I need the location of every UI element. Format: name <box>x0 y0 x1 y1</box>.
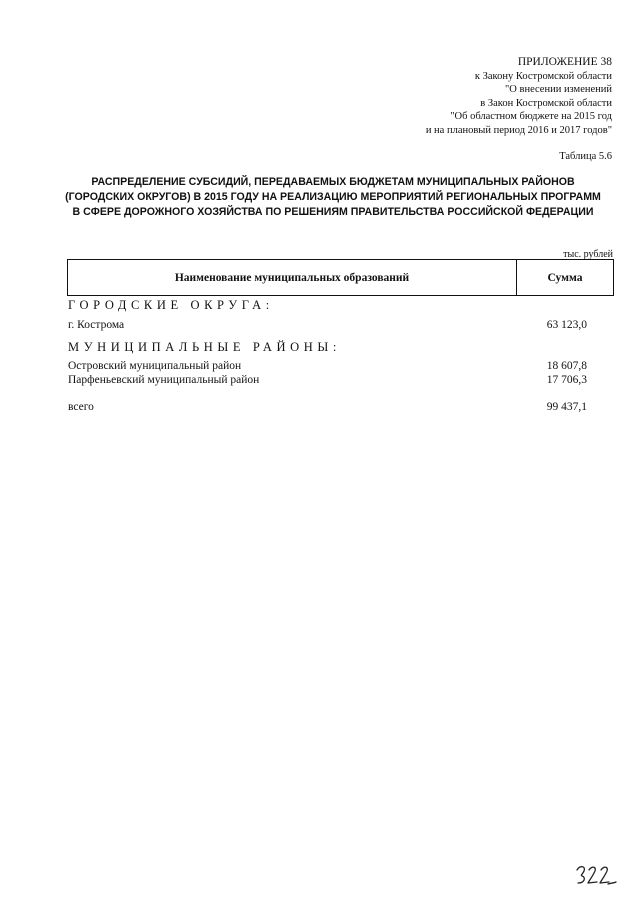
row-value: 63 123,0 <box>546 319 587 331</box>
table-row <box>68 374 587 386</box>
annex-line: и на плановый период 2016 и 2017 годов" <box>425 124 612 136</box>
total-value: 99 437,1 <box>546 401 587 413</box>
row-name: г. Кострома <box>68 319 125 331</box>
section-title-municipal-districts: МУНИЦИПАЛЬНЫЕ РАЙОНЫ: <box>68 340 341 354</box>
units-label: тыс. рублей <box>563 249 613 260</box>
handwritten-page-number <box>574 862 618 888</box>
document-title-line: В СФЕРЕ ДОРОЖНОГО ХОЗЯЙСТВА ПО РЕШЕНИЯМ ПРАВИТЕЛЬСТВА РОССИЙСКОЙ ФЕДЕРАЦИИ <box>72 205 594 218</box>
document-title <box>50 175 616 219</box>
annex-line: в Закон Костромской области <box>480 97 612 109</box>
total-label: всего <box>68 401 94 413</box>
table-number-label: Таблица 5.6 <box>559 151 612 162</box>
annex-block <box>426 56 612 138</box>
document-title-line: РАСПРЕДЕЛЕНИЕ СУБСИДИЙ, ПЕРЕДАВАЕМЫХ БЮДЖЕТАМ МУНИЦИПАЛЬНЫХ РАЙОНОВ <box>91 176 575 188</box>
header-sum-column: Сумма <box>547 271 583 284</box>
row-name: Парфеньевский муниципальный район <box>68 374 260 386</box>
row-name: Островский муниципальный район <box>68 360 242 372</box>
table-row <box>68 360 587 372</box>
table-total-row <box>68 401 587 413</box>
table-header <box>67 259 614 296</box>
annex-line: "Об областном бюджете на 2015 год <box>450 111 612 123</box>
table-row <box>68 319 587 331</box>
section-title-city-districts: ГОРОДСКИЕ ОКРУГА: <box>68 298 274 312</box>
annex-line: к Закону Костромской области <box>474 70 612 82</box>
annex-title: ПРИЛОЖЕНИЕ 38 <box>517 56 612 68</box>
document-title-line: (ГОРОДСКИХ ОКРУГОВ) В 2015 ГОДУ НА РЕАЛИЗАЦИЮ МЕРОПРИЯТИЙ РЕГИОНАЛЬНЫХ ПРОГРАММ <box>65 190 601 203</box>
header-name-column: Наименование муниципальных образований <box>68 260 517 295</box>
row-value: 17 706,3 <box>546 374 587 386</box>
row-value: 18 607,8 <box>546 360 587 372</box>
annex-line: "О внесении изменений <box>505 84 612 96</box>
